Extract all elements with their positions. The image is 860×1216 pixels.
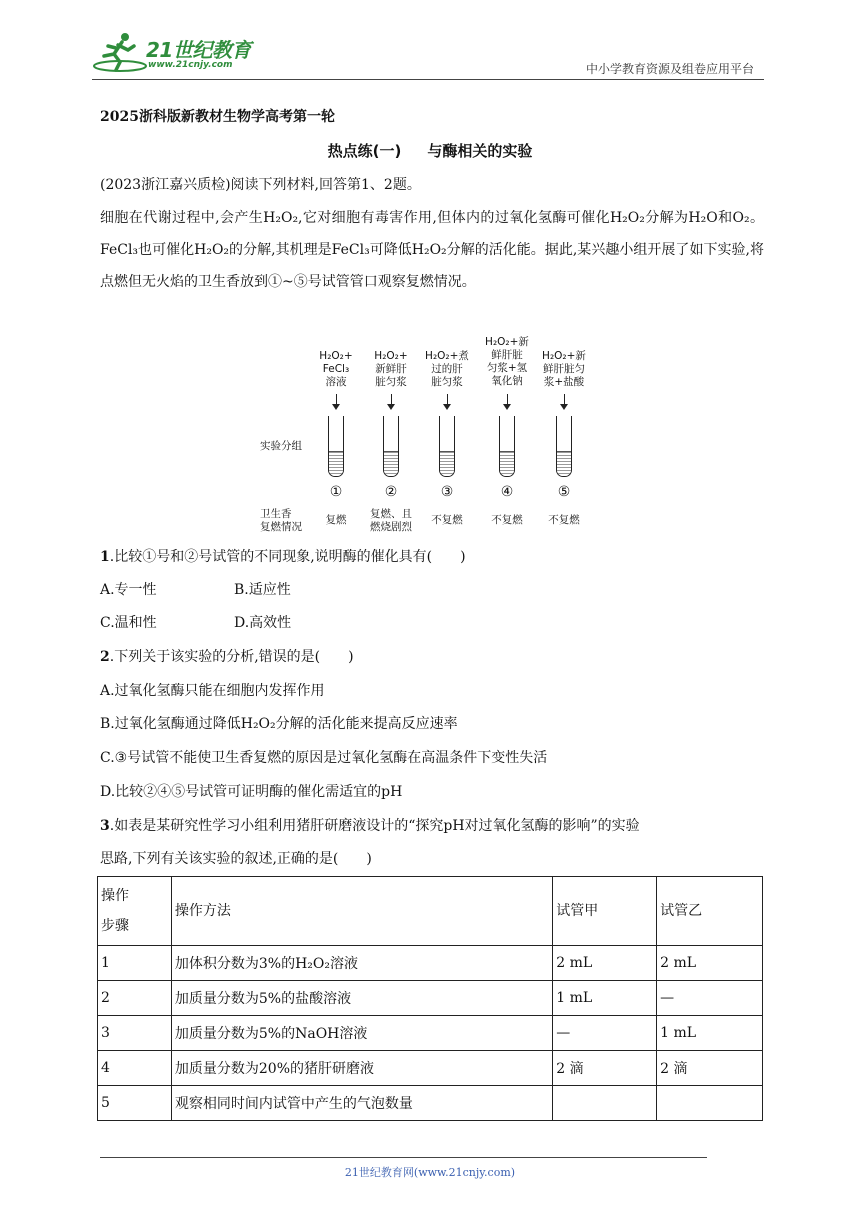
table-cell: 2 滴 (657, 1051, 763, 1086)
tube-number-5: ⑤ (557, 484, 571, 500)
intro-text: (2023浙江嘉兴质检)阅读下列材料,回答第1、2题。 (100, 177, 421, 193)
table-cell: 3 (98, 1016, 172, 1051)
table-cell: 2 mL (553, 946, 657, 981)
procedure-table (97, 876, 763, 1121)
arrow-head-4 (503, 404, 511, 410)
test-tube-1 (328, 416, 344, 477)
tube-number-3: ③ (440, 484, 454, 500)
tube-result-4: 不复燃 (491, 514, 523, 526)
table-cell: 1 mL (657, 1016, 763, 1051)
table-cell (657, 1086, 763, 1121)
tube-number-4: ④ (500, 484, 514, 500)
test-tube-4 (499, 416, 515, 477)
q2-option-d[interactable]: D.比较②④⑤号试管可证明酶的催化需适宜的pH (100, 784, 403, 800)
table-header-cell: 操作 步骤 (98, 877, 172, 946)
q1-option-c[interactable]: C.温和性 (100, 615, 157, 631)
table-cell: 加质量分数为5%的NaOH溶液 (171, 1016, 552, 1051)
title-right: 与酶相关的实验 (427, 142, 533, 160)
test-tube-2 (383, 416, 399, 477)
table-cell: 2 mL (657, 946, 763, 981)
table-row (98, 1086, 763, 1121)
q2-option-a[interactable]: A.过氧化氢酶只能在细胞内发挥作用 (100, 683, 325, 699)
tube-liquid (440, 451, 454, 476)
tube-liquid (384, 451, 398, 476)
tube-label-1: H₂O₂+ FeCl₃ 溶液 (319, 350, 353, 388)
table-cell: 加体积分数为3%的H₂O₂溶液 (171, 946, 552, 981)
table-row (98, 946, 763, 981)
q2-option-c[interactable]: C.③号试管不能使卫生香复燃的原因是过氧化氢酶在高温条件下变性失活 (100, 750, 548, 766)
arrow-head-5 (560, 404, 568, 410)
tube-result-3: 不复燃 (431, 514, 463, 526)
table-header-cell: 操作方法 (171, 877, 552, 946)
table-row (98, 1016, 763, 1051)
header-divider (92, 79, 764, 80)
row-label-result: 卫生香 复燃情况 (260, 508, 302, 533)
q1-option-d[interactable]: D.高效性 (234, 615, 292, 631)
runner-logo-icon (92, 30, 148, 74)
tube-label-4: H₂O₂+新 鲜肝脏 匀浆+氢 氧化钠 (485, 336, 529, 387)
tube-result-1: 复燃 (325, 514, 347, 526)
question-3-line2: 思路,下列有关该实验的叙述,正确的是( ) (100, 851, 372, 867)
arrow-head-1 (332, 404, 340, 410)
platform-name: 中小学教育资源及组卷应用平台 (585, 62, 754, 76)
material-paragraph: 细胞在代谢过程中,会产生H₂O₂,它对细胞有毒害作用,但体内的过氧化氢酶可催化H₂O₂分解为H₂O和O₂。FeCl₃也可催化H₂O₂的分解,其机理是FeCl₃可降低H₂O₂分解的活化能。据此,某兴趣小组开展了如下实验,将点燃但无火焰的卫生香放到①~⑤号试管管口观察复燃情况。 (100, 210, 764, 290)
test-tube-5 (556, 416, 572, 477)
table-cell: 1 (98, 946, 172, 981)
footer-divider (100, 1157, 707, 1158)
table-header-row (98, 877, 763, 946)
table-cell: 观察相同时间内试管中产生的气泡数量 (171, 1086, 552, 1121)
tube-label-2: H₂O₂+ 新鲜肝 脏匀浆 (374, 350, 408, 388)
table-cell: 加质量分数为5%的盐酸溶液 (171, 981, 552, 1016)
footer-text: 21世纪教育网(www.21cnjy.com) (344, 1166, 516, 1179)
table-header-cell: 试管乙 (657, 877, 763, 946)
question-2: 2.下列关于该实验的分析,错误的是( ) (100, 649, 354, 665)
page-header (0, 0, 860, 80)
table-row (98, 1051, 763, 1086)
course-title: 2025浙科版新教材生物学高考第一轮 (100, 109, 335, 125)
table-cell: — (657, 981, 763, 1016)
q2-option-b[interactable]: B.过氧化氢酶通过降低H₂O₂分解的活化能来提高反应速率 (100, 716, 458, 732)
table-cell: 1 mL (553, 981, 657, 1016)
question-3-line1: 3.如表是某研究性学习小组利用猪肝研磨液设计的“探究pH对过氧化氢酶的影响”的实验 (100, 818, 640, 834)
tube-label-3: H₂O₂+煮 过的肝 脏匀浆 (425, 350, 469, 388)
tube-number-2: ② (384, 484, 398, 500)
table-cell: 2 (98, 981, 172, 1016)
test-tube-3 (439, 416, 455, 477)
logo (92, 30, 292, 76)
row-label-group: 实验分组 (260, 440, 302, 452)
table-cell: 4 (98, 1051, 172, 1086)
table-cell: 5 (98, 1086, 172, 1121)
experiment-figure (258, 336, 598, 536)
q1-option-b[interactable]: B.适应性 (234, 582, 291, 598)
tube-liquid (557, 451, 571, 476)
tube-liquid (500, 451, 514, 476)
question-1: 1.比较①号和②号试管的不同现象,说明酶的催化具有( ) (100, 549, 466, 565)
logo-url: www.21cnjy.com (148, 60, 233, 70)
arrow-head-3 (443, 404, 451, 410)
logo-text: 21世纪教育 (146, 38, 251, 62)
table-row (98, 981, 763, 1016)
table-cell (553, 1086, 657, 1121)
tube-result-5: 不复燃 (548, 514, 580, 526)
table-header-cell: 试管甲 (553, 877, 657, 946)
arrow-head-2 (387, 404, 395, 410)
tube-liquid (329, 451, 343, 476)
table-cell: 2 滴 (553, 1051, 657, 1086)
page-title (0, 140, 860, 161)
title-left: 热点练(一) (327, 142, 402, 160)
tube-label-5: H₂O₂+新 鲜肝脏匀 浆+盐酸 (542, 350, 586, 388)
table-cell: 加质量分数为20%的猪肝研磨液 (171, 1051, 552, 1086)
tube-number-1: ① (329, 484, 343, 500)
tube-result-2: 复燃、且 燃烧剧烈 (370, 508, 412, 533)
table-cell: — (553, 1016, 657, 1051)
q1-option-a[interactable]: A.专一性 (100, 582, 157, 598)
